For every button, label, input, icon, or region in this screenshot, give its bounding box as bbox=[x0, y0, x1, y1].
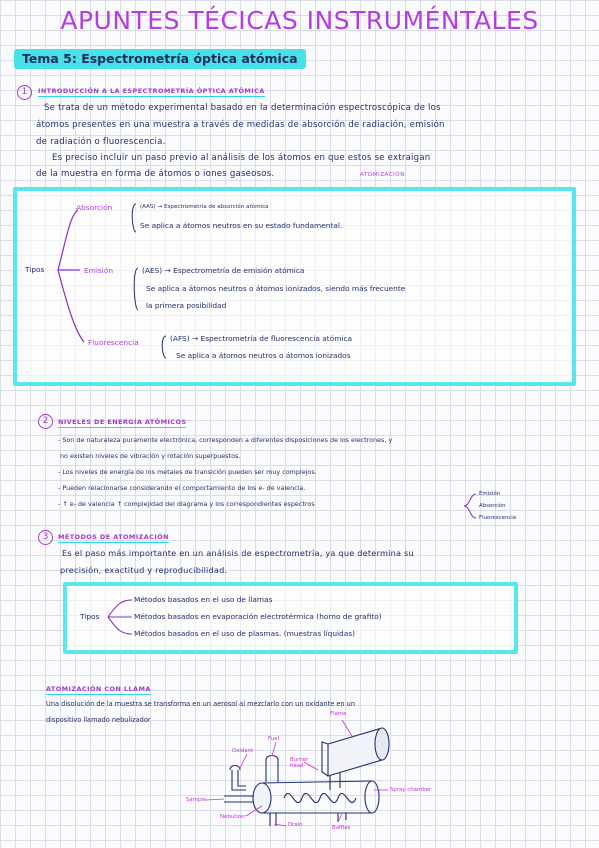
emission-line: la primera posibilidad bbox=[146, 301, 227, 310]
atomization-tag: ATOMIZACIÓN bbox=[360, 172, 405, 178]
spectrum-type: Absorción bbox=[479, 503, 506, 509]
atomization-method: Métodos basados en evaporación electrotérmica (horno de grafito) bbox=[134, 612, 382, 621]
page-title: APUNTES TÉCICAS INSTRUMÉNTALES bbox=[60, 6, 539, 35]
emission-line: (AES) → Espectrometría de emisión atómica bbox=[142, 266, 305, 275]
baffles-label: Baffles bbox=[332, 825, 351, 831]
spectrum-type: Emisión bbox=[479, 491, 501, 497]
spectrum-type: Fluorescencia bbox=[479, 515, 516, 521]
text-line: Es preciso incluir un paso previo al análisis de los átomos en que estos se extraigan bbox=[52, 153, 431, 163]
section-number: 2 bbox=[38, 414, 53, 429]
fluorescence-label: Fluorescencia bbox=[88, 338, 139, 347]
spray-chamber-label: Spray chamber bbox=[390, 787, 432, 793]
absorption-line: (AAS) → Espectrometría de absorción atómica bbox=[140, 204, 269, 210]
text-line: no existen niveles de vibración y rotación superpuestos. bbox=[60, 452, 241, 460]
absorption-label: Absorción bbox=[76, 203, 113, 212]
section-heading: ATOMIZACIÓN CON LLAMA bbox=[46, 685, 151, 693]
text-line: átomos presentes en una muestra a través de medidas de absorción de radiación, emisión bbox=[36, 120, 445, 130]
emission-label: Emisión bbox=[84, 266, 114, 275]
text-line: dispositivo llamado nebulizador bbox=[46, 716, 151, 724]
text-line: de la muestra en forma de átomos o iones gaseosos. bbox=[36, 169, 275, 179]
drain-label: Drain bbox=[288, 822, 303, 828]
text-line: - ↑ e- de valencia ↑ complejidad del diagrama y los correspondientes espectros bbox=[58, 500, 315, 508]
fuel-label: Fuel bbox=[268, 736, 280, 742]
atomization-method: Métodos basados en el uso de plasmas. (muestras líquidas) bbox=[134, 629, 356, 638]
burner-head-label: Burner head bbox=[290, 757, 309, 769]
text-line: Se trata de un método experimental basado en la determinación espectroscópica de los bbox=[44, 103, 441, 113]
types-root-label: Tipos bbox=[80, 612, 100, 621]
section-heading: NIVELES DE ENERGÍA ATÓMICOS bbox=[58, 418, 187, 426]
text-line: - Son de naturaleza puramente electrónica, corresponden a diferentes disposiciones de los electrones, y bbox=[58, 436, 393, 444]
section-number: 1 bbox=[17, 85, 32, 100]
text-line: precisión, exactitud y reproducibilidad. bbox=[60, 565, 228, 575]
text-line: - Pueden relacionarse considerando el comportamiento de los e- de valencia. bbox=[58, 484, 306, 492]
atomization-method: Métodos basados en el uso de llamas bbox=[134, 595, 273, 604]
fluorescence-line: Se aplica a átomos neutros o átomos ionizados bbox=[176, 351, 351, 360]
sample-label: Sample bbox=[186, 797, 207, 803]
absorption-line: Se aplica a átomos neutros en su estado fundamental. bbox=[140, 221, 343, 230]
flame-label: Flame bbox=[330, 711, 347, 717]
section-number: 3 bbox=[38, 530, 53, 545]
text-line: Una disolución de la muestra se transforma en un aerosol al mezclarlo con un oxidante en un bbox=[46, 700, 356, 708]
types-root-label: Tipos bbox=[25, 265, 45, 274]
text-line: - Los niveles de energía de los metales de transición pueden ser muy complejos. bbox=[58, 468, 317, 476]
topic-banner: Tema 5: Espectrometría óptica atómica bbox=[14, 49, 306, 69]
emission-line: Se aplica a átomos neutros o átomos ionizados, siendo más frecuente bbox=[146, 284, 406, 293]
oxidant-label: Oxidant bbox=[232, 748, 254, 754]
fluorescence-line: (AFS) → Espectrometría de fluorescencia atómica bbox=[170, 334, 353, 343]
text-line: de radiación o fluorescencia. bbox=[36, 137, 166, 147]
text-line: Es el paso más importante en un análisis de espectrometría, ya que determina su bbox=[62, 548, 414, 558]
section-heading: INTRODUCCIÓN A LA ESPECTROMETRÍA ÓPTICA ATÓMICA bbox=[38, 87, 265, 95]
section-heading: MÉTODOS DE ATOMIZACIÓN bbox=[58, 533, 169, 541]
nebulizer-label: Nebulizer bbox=[220, 814, 246, 820]
